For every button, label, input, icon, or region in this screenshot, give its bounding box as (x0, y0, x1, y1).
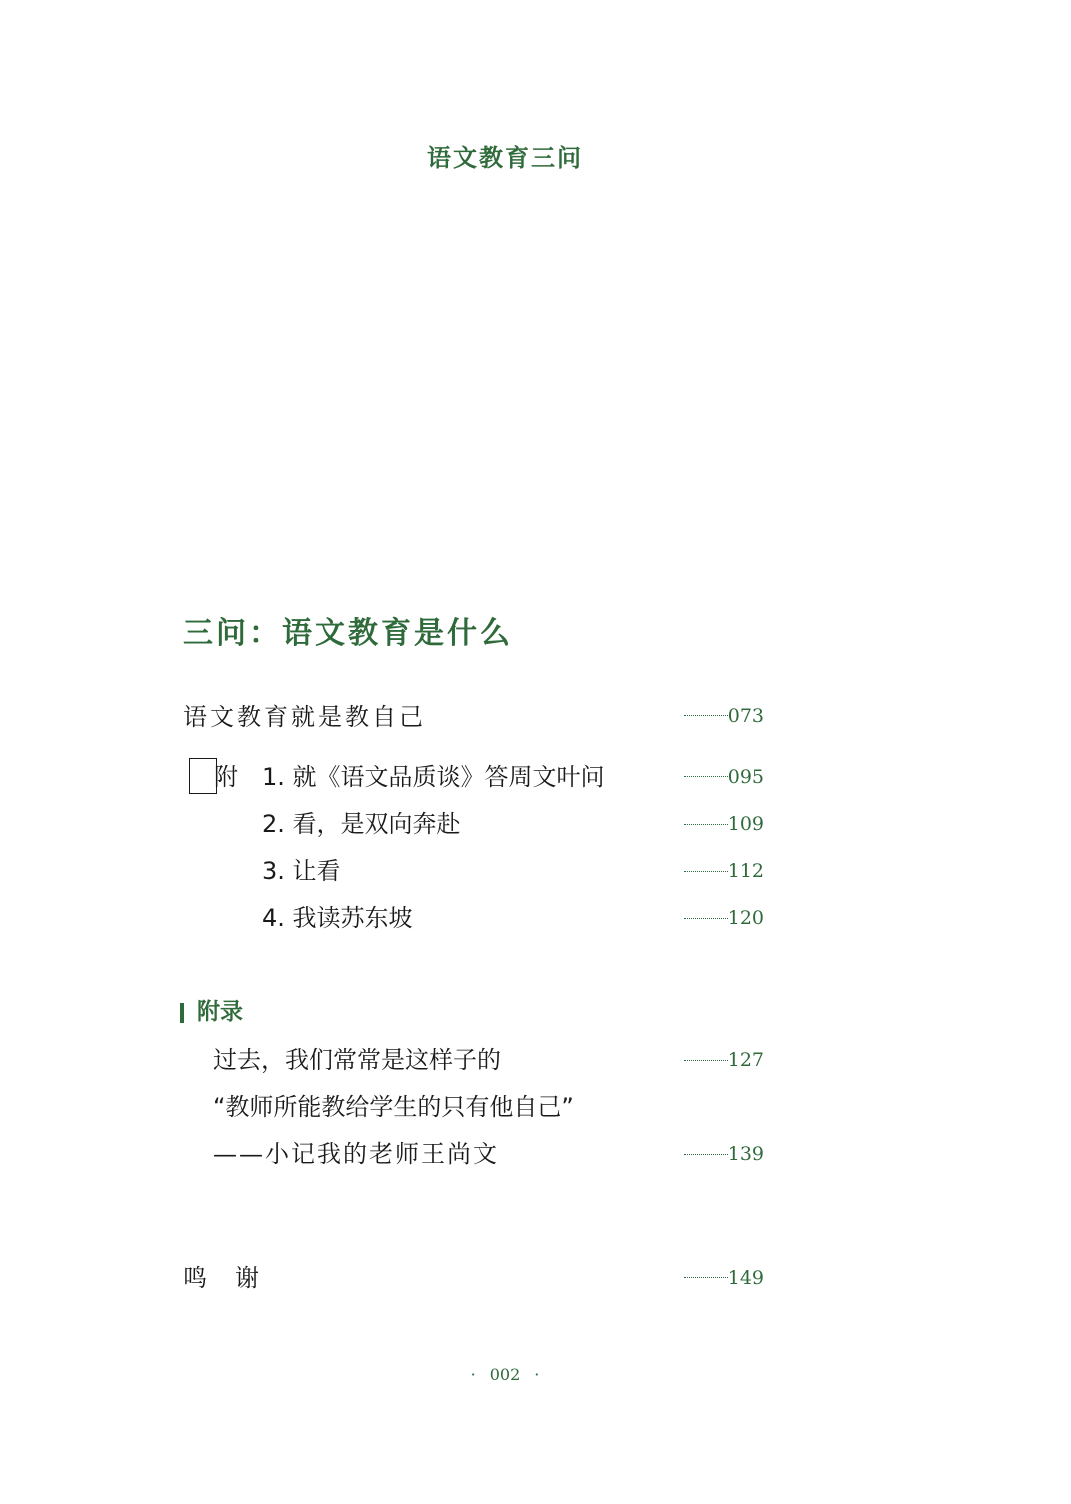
toc-main-entry-title: 语文教育就是教自己 (183, 703, 426, 731)
toc-attached-entry-1-title: 1. 就《语文品质谈》答周文叶问 (262, 763, 605, 791)
appendix-heading: 附录 (197, 999, 243, 1025)
toc-attached-entry-1-page: 095 (727, 766, 764, 788)
section-heading: 三问：语文教育是什么 (183, 616, 513, 651)
toc-attached-entry-3-title: 3. 让看 (262, 857, 341, 885)
toc-attached-entry-3-page: 112 (727, 860, 764, 882)
page-folio (0, 1365, 1010, 1384)
toc-appendix-entry-2-title: “教师所能教给学生的只有他自己” (213, 1093, 574, 1121)
toc-attached-label: 附 (214, 763, 238, 791)
toc-main-entry-page: 073 (727, 705, 764, 727)
folio-number: 002 (489, 1365, 521, 1384)
toc-appendix-entry-1-title: 过去，我们常常是这样子的 (213, 1046, 501, 1074)
toc-attached-entry-2-title: 2. 看，是双向奔赴 (262, 810, 461, 838)
toc-attached-entry-4-page: 120 (727, 907, 764, 929)
toc-attached-entry-2-page: 109 (727, 813, 764, 835)
running-title: 语文教育三问 (427, 143, 583, 172)
toc-appendix-entry-1-page: 127 (727, 1049, 764, 1071)
folio-bullet-right: · (534, 1365, 540, 1384)
toc-attached-entry-4-title: 4. 我读苏东坡 (262, 904, 413, 932)
appendix-bar (180, 1003, 184, 1023)
toc-appendix-entry-2-page: 139 (727, 1143, 764, 1165)
toc-appendix-entry-2-subtitle: ——小记我的老师王尚文 (213, 1140, 499, 1168)
folio-bullet-left: · (470, 1365, 476, 1384)
box-icon (189, 758, 217, 794)
toc-acknowledgement-title: 鸣 谢 (183, 1264, 261, 1292)
toc-acknowledgement-page: 149 (727, 1267, 764, 1289)
